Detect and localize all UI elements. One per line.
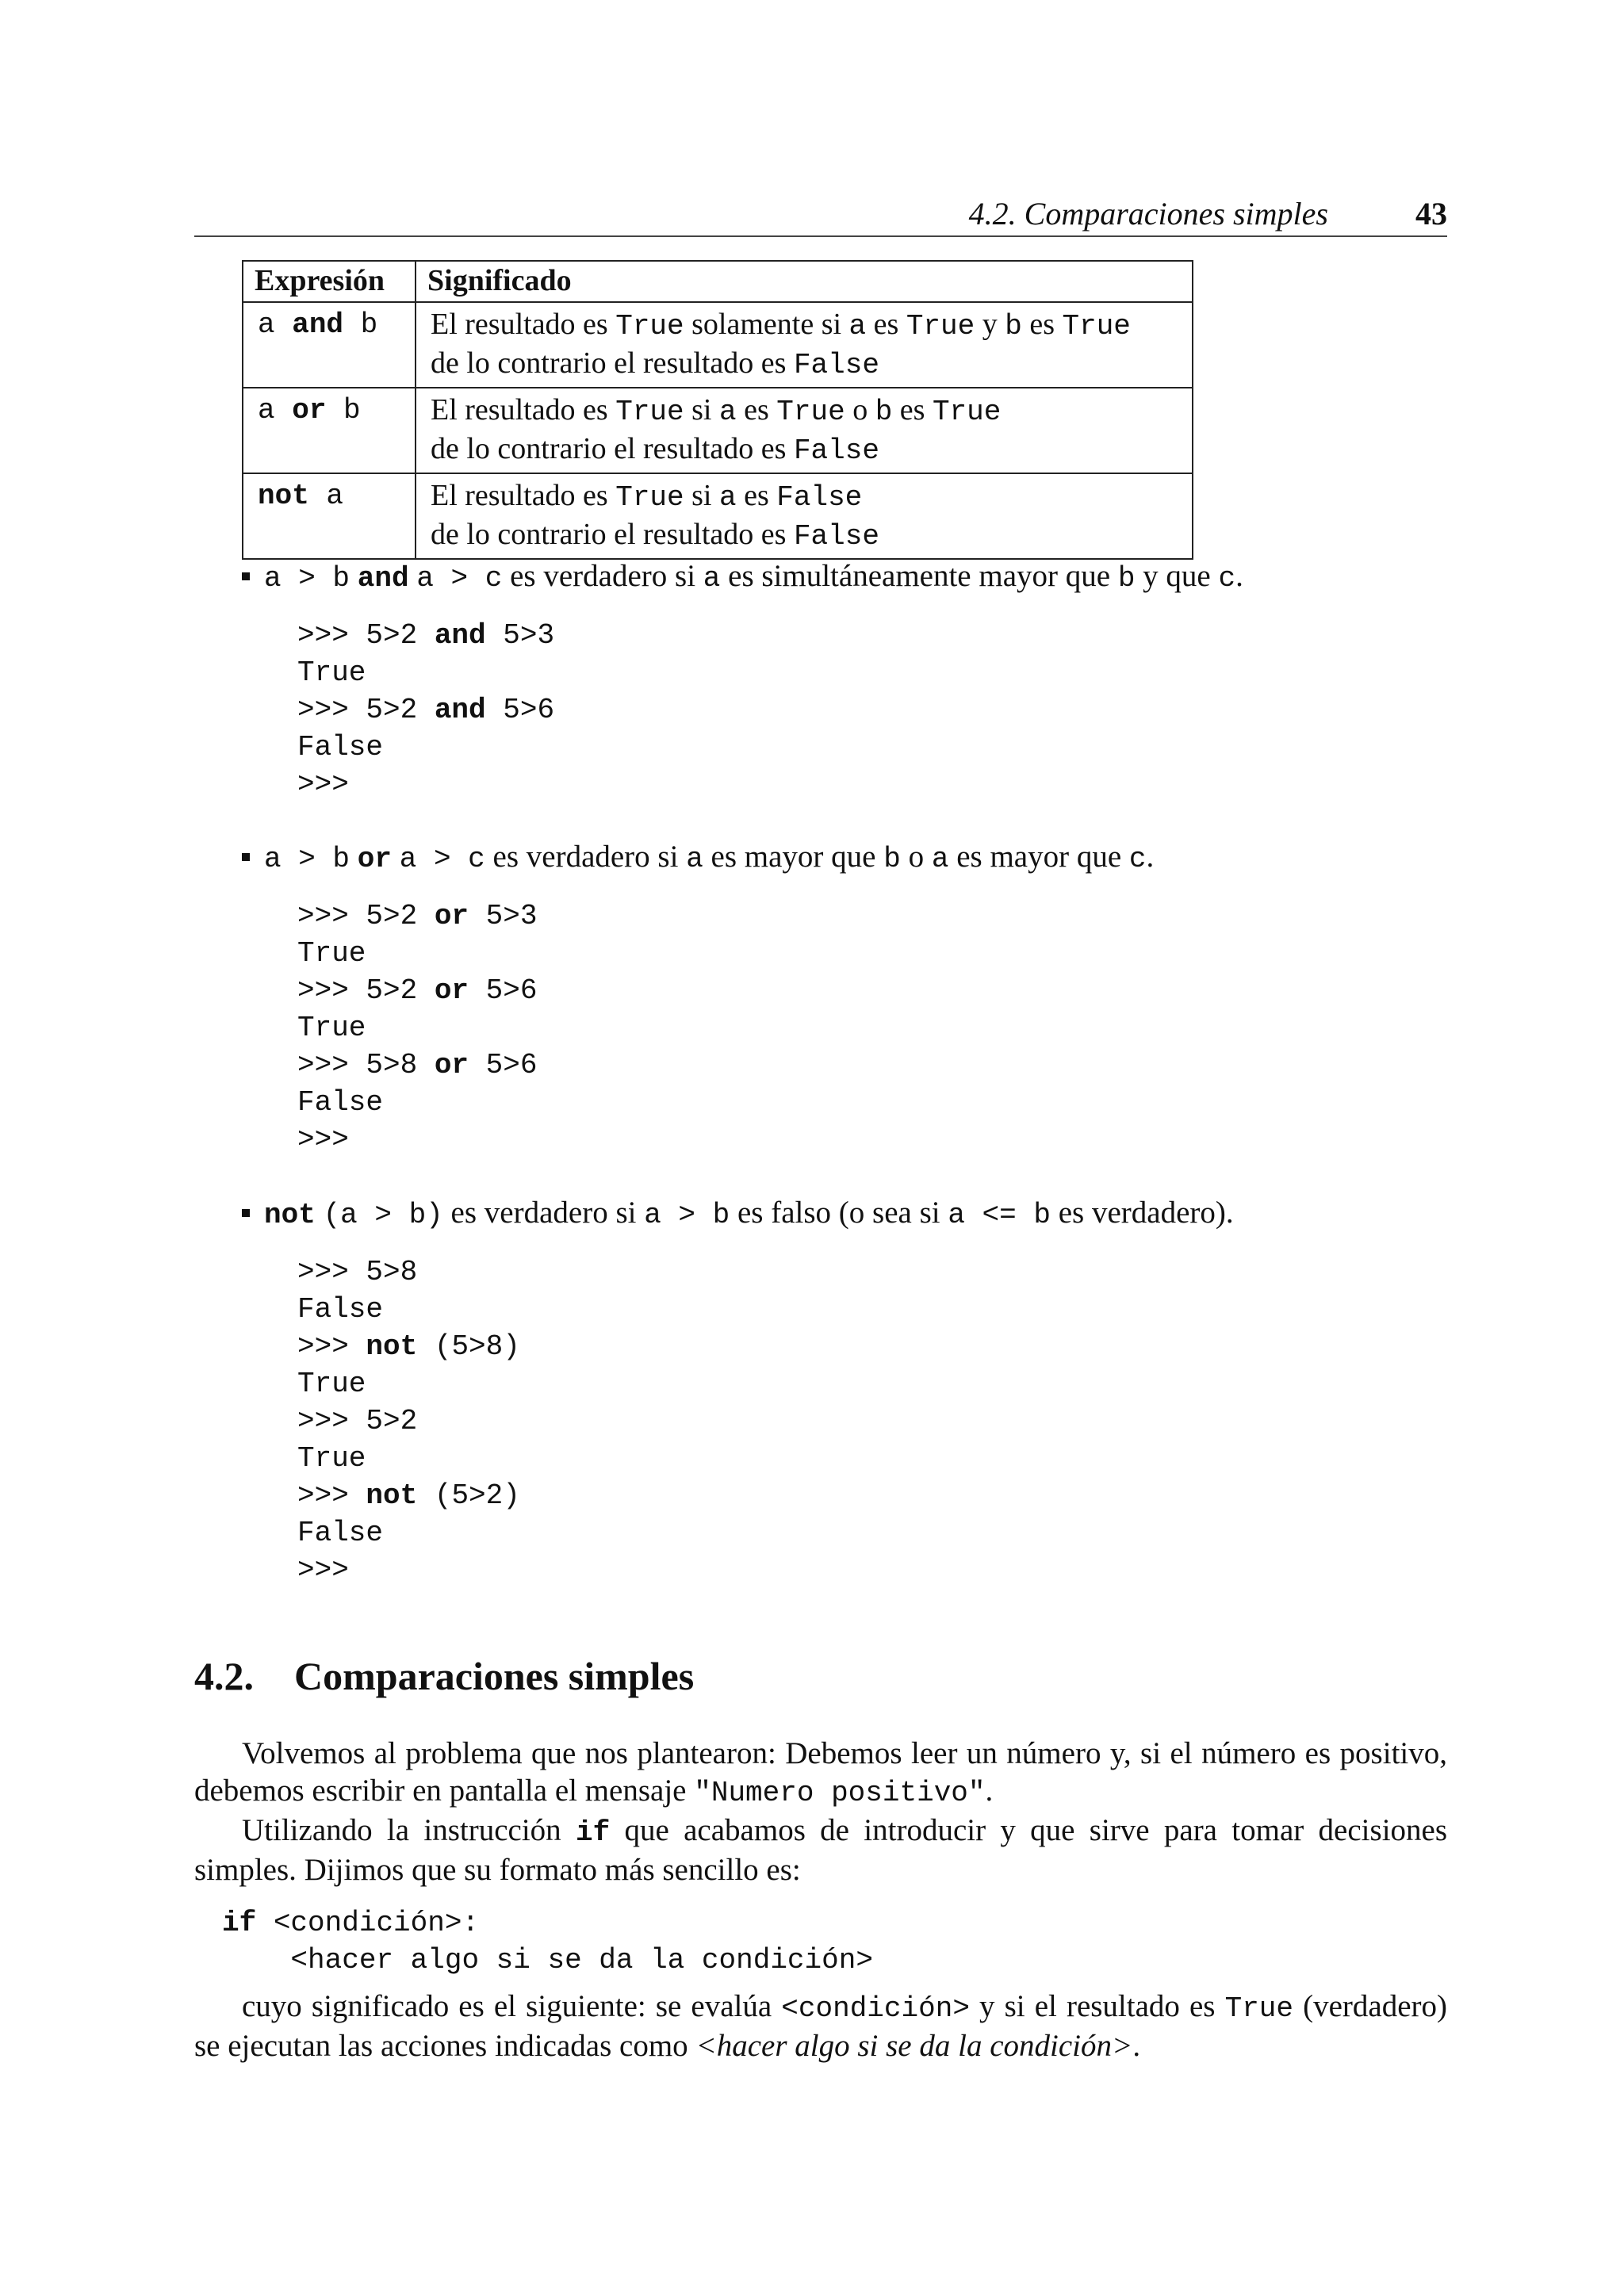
operand: b	[360, 308, 378, 341]
paragraph	[194, 1812, 1447, 1888]
code: True	[615, 396, 684, 428]
code: a > b	[264, 843, 350, 875]
code-line: True	[297, 1442, 366, 1475]
operand: a	[258, 308, 275, 341]
text: Utilizando la instrucción	[242, 1813, 561, 1847]
code: <condición>	[781, 1992, 970, 2025]
code: True	[1062, 310, 1131, 342]
text: de lo contrario el resultado es	[431, 518, 787, 551]
running-head	[194, 195, 1447, 235]
code: True	[776, 396, 845, 428]
section-title: Comparaciones simples	[294, 1654, 695, 1698]
code-line: >>>	[297, 1123, 349, 1156]
code: False	[793, 349, 879, 381]
text: es verdadero si	[450, 1196, 637, 1230]
table-row	[243, 388, 1193, 473]
code-line: False	[297, 1293, 384, 1326]
meaning-cell	[416, 388, 1193, 473]
code: a	[703, 562, 721, 595]
text: es mayor que	[956, 840, 1122, 874]
code-block-not	[297, 1253, 520, 1589]
body-text	[194, 1735, 1447, 1888]
code: False	[776, 481, 863, 514]
bullet-marker	[242, 1209, 250, 1217]
code-line: >>> not (5>2)	[297, 1479, 520, 1512]
text: es	[873, 308, 899, 341]
if-syntax-block	[222, 1904, 873, 1979]
page-number: 43	[1415, 196, 1447, 232]
text: y si el resultado es	[979, 1989, 1216, 2023]
code-line: True	[297, 1368, 366, 1400]
code: a	[931, 843, 949, 875]
meaning-line	[431, 477, 1178, 516]
text: cuyo significado es el siguiente: se evalúa	[242, 1989, 772, 2023]
table-header-row	[243, 261, 1193, 302]
code-line: >>>	[297, 768, 349, 801]
code-line: True	[297, 1012, 366, 1044]
code: True	[615, 481, 684, 514]
text: es simultáneamente mayor que	[728, 559, 1111, 593]
code: a > b	[644, 1199, 730, 1231]
text: es	[744, 393, 769, 427]
code-line: >>> 5>2 and 5>3	[297, 619, 555, 652]
paragraph	[194, 1988, 1447, 2064]
bullet-and	[242, 558, 1243, 595]
text: .	[1235, 559, 1243, 593]
code-line: >>> 5>2 and 5>6	[297, 694, 555, 726]
code-line: True	[297, 656, 366, 689]
body-text-2	[194, 1988, 1447, 2064]
expression-cell	[243, 473, 416, 559]
code: b	[1117, 562, 1136, 595]
operand: a	[326, 480, 344, 512]
keyword: if	[575, 1816, 611, 1849]
logical-operators-table	[242, 260, 1193, 560]
text: y	[982, 308, 998, 341]
code: c	[1128, 843, 1147, 875]
italic-text: <hacer algo si se da la condición>	[695, 2029, 1133, 2063]
code-line: if <condición>:	[222, 1907, 480, 1939]
code: True	[932, 396, 1002, 428]
code: a	[848, 310, 867, 342]
code-line: True	[297, 937, 366, 970]
bullet-not	[242, 1195, 1234, 1231]
code: b	[883, 843, 901, 875]
code: False	[793, 520, 879, 553]
text: si	[691, 479, 712, 512]
bullet-or	[242, 839, 1154, 875]
operand: a	[258, 394, 275, 427]
code: a	[686, 843, 703, 875]
keyword: not	[258, 480, 309, 512]
text: Volvemos al problema que nos plantearon: Debemos leer un número y, si el número es positivo, debemos escribir en pantalla el mensaje	[194, 1736, 1447, 1808]
table-row	[243, 302, 1193, 388]
code: b	[875, 396, 893, 428]
code-line: >>> 5>8 or 5>6	[297, 1049, 538, 1081]
meaning-line	[431, 345, 1178, 384]
code: a	[719, 481, 737, 514]
bullet-marker	[242, 572, 250, 580]
text: que acabamos de introducir y que sirve para tomar decisiones simples. Dijimos que su formato más sencillo es:	[194, 1813, 1448, 1887]
header-rule	[194, 235, 1447, 237]
text: .	[1146, 840, 1155, 874]
code: c	[1218, 562, 1236, 595]
code: a > c	[416, 562, 503, 595]
text: El resultado es	[431, 308, 608, 341]
code: True	[1224, 1992, 1294, 2025]
meaning-cell	[416, 473, 1193, 559]
text: es verdadero si	[510, 559, 696, 593]
keyword: and	[292, 308, 344, 341]
expression-cell	[243, 302, 416, 388]
text: o	[852, 393, 868, 427]
meaning-line	[431, 516, 1178, 555]
meaning-line	[431, 430, 1178, 469]
expression-cell	[243, 388, 416, 473]
code: a	[719, 396, 737, 428]
bullet-marker	[242, 853, 250, 861]
text: de lo contrario el resultado es	[431, 346, 787, 380]
meaning-cell	[416, 302, 1193, 388]
code: "Numero positivo"	[694, 1777, 986, 1809]
header-significado: Significado	[416, 261, 1193, 302]
code: a <= b	[948, 1199, 1051, 1231]
text: El resultado es	[431, 393, 608, 427]
code-block-or	[297, 897, 537, 1158]
code-block-and	[297, 617, 554, 803]
keyword: or	[292, 394, 327, 427]
code: False	[793, 434, 879, 467]
text: es mayor que	[710, 840, 876, 874]
code: True	[615, 310, 684, 342]
code: a > c	[399, 843, 485, 875]
code: True	[906, 310, 975, 342]
keyword: and	[357, 562, 409, 595]
code-line: >>> not (5>8)	[297, 1330, 520, 1363]
code-line: >>> 5>2 or 5>6	[297, 974, 538, 1007]
text: El resultado es	[431, 479, 608, 512]
text: (verdadero) se ejecutan las acciones indicadas como	[194, 1989, 1447, 2063]
code-line: False	[297, 1086, 384, 1119]
code-line: >>> 5>8	[297, 1256, 418, 1288]
code-line: >>>	[297, 1554, 349, 1586]
section-number: 4.2.	[194, 1654, 254, 1698]
code: (a > b)	[323, 1199, 443, 1231]
text: o	[908, 840, 925, 874]
code-line: >>> 5>2 or 5>3	[297, 900, 538, 932]
text: es	[1029, 308, 1055, 341]
code: a > b	[264, 562, 350, 595]
operand: b	[343, 394, 361, 427]
text: es	[899, 393, 925, 427]
keyword: not	[264, 1199, 316, 1231]
section-heading	[194, 1653, 694, 1699]
text: es	[744, 479, 769, 512]
table-row	[243, 473, 1193, 559]
paragraph	[194, 1735, 1447, 1812]
keyword: or	[357, 843, 392, 875]
text: solamente si	[691, 308, 842, 341]
meaning-line	[431, 306, 1178, 345]
text: si	[691, 393, 712, 427]
code: b	[1005, 310, 1022, 342]
meaning-line	[431, 392, 1178, 430]
text: y que	[1143, 559, 1211, 593]
code-line: False	[297, 731, 384, 763]
text: .	[985, 1774, 994, 1808]
running-title: 4.2. Comparaciones simples	[968, 196, 1328, 232]
code-line: <hacer algo si se da la condición>	[222, 1944, 873, 1976]
text: .	[1132, 2029, 1141, 2063]
text: es verdadero).	[1058, 1196, 1234, 1230]
text: de lo contrario el resultado es	[431, 432, 787, 465]
code-line: >>> 5>2	[297, 1405, 418, 1437]
code-line: False	[297, 1517, 384, 1549]
text: es falso (o sea si	[737, 1196, 940, 1230]
text: es verdadero si	[492, 840, 679, 874]
header-expresion: Expresión	[243, 261, 416, 302]
